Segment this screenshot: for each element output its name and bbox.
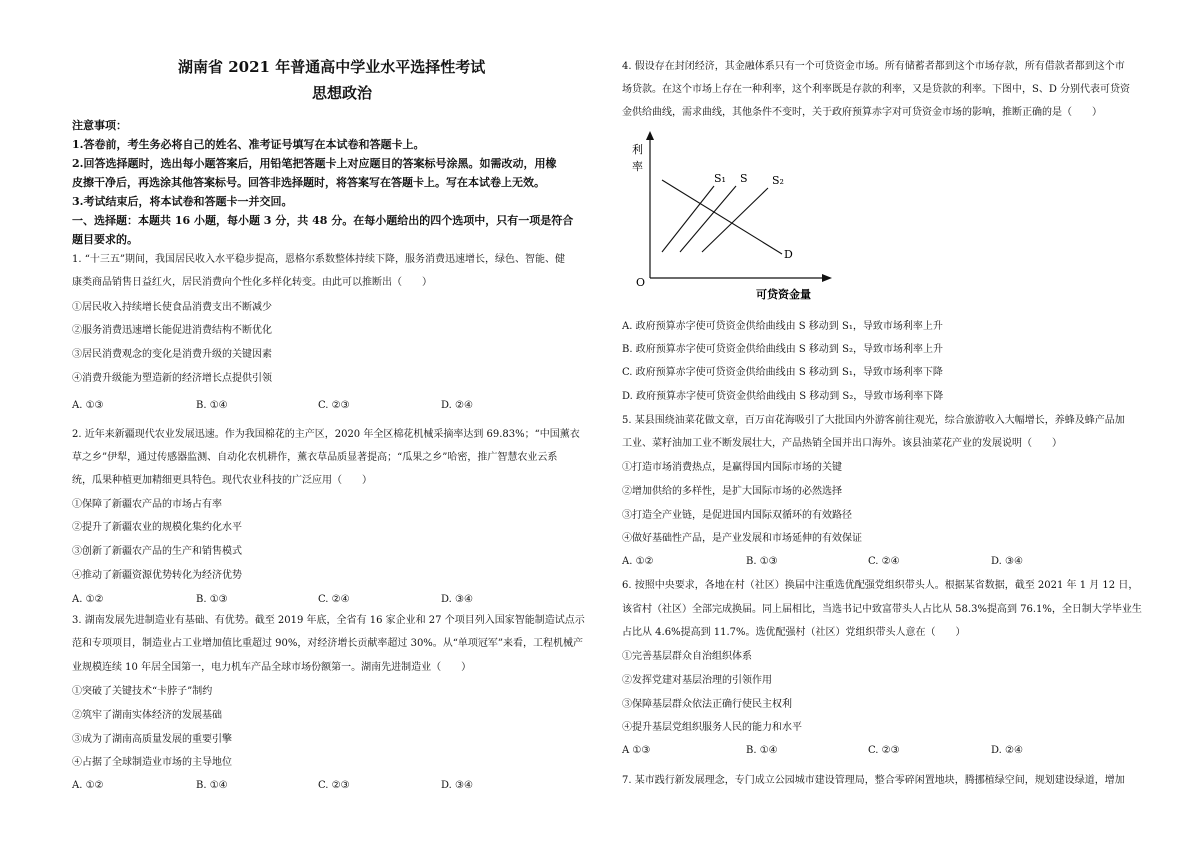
q4-stem: 场贷款。在这个市场上存在一种利率，这个利率既是存款的利率，又是贷款的利率。下图中，S、D 分别代表可贷资 [622,84,1131,95]
q6-option-b[interactable]: B. ①④ [746,745,778,756]
s2-curve [702,188,768,252]
q1-item: ④消费升级能为塑造新的经济增长点提供引领 [72,373,272,384]
q3-option-b[interactable]: B. ①④ [196,780,228,791]
q2-option-b[interactable]: B. ①③ [196,594,228,605]
q4-stem: 4. 假设存在封闭经济，其金融体系只有一个可贷资金市场。所有储蓄者都到这个市场存款，所有借款者都到这个市 [622,61,1125,72]
notice-line: 皮擦干净后，再选涂其他答案标号。回答非选择题时，将答案写在答题卡上。写在本试卷上无效。 [72,176,545,189]
section-heading: 一、选择题：本题共 16 小题，每小题 3 分，共 48 分。在每小题给出的四个选项中，只有一项是符合 [72,214,574,227]
q4-option-d[interactable]: D. 政府预算赤字使可贷资金供给曲线由 S 移动到 S₂，导致市场利率下降 [622,391,944,402]
q5-option-a[interactable]: A. ①② [622,556,654,567]
notice-line: 1.答卷前，考生务必将自己的姓名、准考证号填写在本试卷和答题卡上。 [72,138,425,151]
q1-item: ③居民消费观念的变化是消费升级的关键因素 [72,349,272,360]
q1-option-a[interactable]: A. ①③ [72,400,104,411]
q5-option-d[interactable]: D. ③④ [991,556,1023,567]
q3-option-d[interactable]: D. ③④ [441,780,473,791]
d-curve [662,180,782,254]
q6-option-c[interactable]: C. ②③ [868,745,900,756]
q2-item: ②提升了新疆农业的规模化集约化水平 [72,522,242,533]
q1-item: ①居民收入持续增长使食品消费支出不断减少 [72,302,272,313]
q2-stem: 统，瓜果种植更加精细更具特色。现代农业科技的广泛应用（ ） [72,475,372,486]
q4-stem: 金供给曲线，需求曲线，其他条件不变时，关于政府预算赤字对可贷资金市场的影响，推断正确的是（ ） [622,107,1102,118]
q7-stem: 7. 某市践行新发展理念，专门成立公园城市建设管理局，整合零碎闲置地块，腾挪植绿空间，规划建设绿道，增加 [622,775,1125,786]
y-axis-label: 率 [632,160,643,173]
q3-stem: 3. 湖南发展先进制造业有基础、有优势。截至 2019 年底，全省有 16 家企业和 27 个项目列入国家智能制造试点示 [72,615,585,626]
s-label: S [740,172,748,185]
q2-option-d[interactable]: D. ③④ [441,594,473,605]
q6-option-d[interactable]: D. ②④ [991,745,1023,756]
q3-stem: 业规模连续 10 年居全国第一，电力机车产品全球市场份额第一。湖南先进制造业（ ） [72,662,472,673]
q6-item: ②发挥党建对基层治理的引领作用 [622,675,772,686]
q4-option-a[interactable]: A. 政府预算赤字使可贷资金供给曲线由 S 移动到 S₁，导致市场利率上升 [622,321,943,332]
origin-label: O [636,276,646,289]
q2-option-c[interactable]: C. ②④ [318,594,350,605]
notice-line: 2.回答选择题时，选出每小题答案后，用铅笔把答题卡上对应题目的答案标号涂黑。如需改动，用橡 [72,157,557,170]
q1-item: ②服务消费迅速增长能促进消费结构不断优化 [72,325,272,336]
q4-option-c[interactable]: C. 政府预算赤字使可贷资金供给曲线由 S 移动到 S₁，导致市场利率下降 [622,367,943,378]
q3-item: ③成为了湖南高质量发展的重要引擎 [72,734,232,745]
q3-item: ④占据了全球制造业市场的主导地位 [72,757,232,768]
q5-stem: 工业、菜籽油加工业不断发展壮大，产品热销全国并出口海外。该县油菜花产业的发展说明（ ） [622,438,1062,449]
q1-option-c[interactable]: C. ②③ [318,400,350,411]
q6-option-a[interactable]: A ①③ [622,745,651,756]
q3-option-c[interactable]: C. ②③ [318,780,350,791]
s2-label: S₂ [772,174,784,187]
q5-item: ④做好基础性产品，是产业发展和市场延伸的有效保证 [622,533,862,544]
q2-stem: 草之乡”伊犁，通过传感器监测、自动化农机耕作，薰衣草品质显著提高；“瓜果之乡”哈密，推广智慧农业云系 [72,452,558,463]
q5-item: ①打造市场消费热点，是赢得国内国际市场的关键 [622,462,842,473]
q5-item: ②增加供给的多样性，是扩大国际市场的必然选择 [622,486,842,497]
q6-item: ④提升基层党组织服务人民的能力和水平 [622,722,802,733]
q2-stem: 2. 近年来新疆现代农业发展迅速。作为我国棉花的主产区，2020 年全区棉花机械采摘率达到 69.83%；“中国薰衣 [72,429,580,440]
section-heading: 题目要求的。 [72,233,138,246]
q5-option-b[interactable]: B. ①③ [746,556,778,567]
q1-option-b[interactable]: B. ①④ [196,400,228,411]
q1-stem: 康类商品销售日益红火，居民消费向个性化多样化转变。由此可以推断出（ ） [72,277,432,288]
exam-title: 湖南省 2021 年普通高中学业水平选择性考试 [178,58,486,76]
y-axis-label: 利 [632,143,643,156]
notice-heading: 注意事项： [72,119,127,132]
q6-item: ③保障基层群众依法正确行使民主权利 [622,699,792,710]
q3-option-a[interactable]: A. ①② [72,780,104,791]
y-axis-arrow [646,131,654,140]
x-axis-label: 可贷资金量 [756,288,811,301]
q1-stem: 1. “十三五”期间，我国居民收入水平稳步提高，恩格尔系数整体持续下降，服务消费迅速增长，绿色、智能、健 [72,254,565,265]
loanable-funds-graph [622,128,842,306]
q6-item: ①完善基层群众自治组织体系 [622,651,752,662]
q3-stem: 范和专项项目，制造业占工业增加值比重超过 90%，对经济增长贡献率超过 30%。从“单项冠军”来看，工程机械产 [72,638,584,649]
q6-stem: 占比从 4.6%提高到 11.7%。选优配强村（社区）党组织带头人意在（ ） [622,627,966,638]
q5-option-c[interactable]: C. ②④ [868,556,900,567]
exam-subject: 思想政治 [312,84,373,102]
q5-item: ③打造全产业链，是促进国内国际双循环的有效路径 [622,510,852,521]
q6-stem: 该省村（社区）全部完成换届。同上届相比，当选书记中致富带头人占比从 58.3%提高到 76.1%，全日制大学毕业生 [622,604,1142,615]
d-label: D [784,248,793,261]
q3-item: ②筑牢了湖南实体经济的发展基础 [72,710,222,721]
x-axis-arrow [822,274,832,282]
q2-item: ③创新了新疆农产品的生产和销售模式 [72,546,242,557]
notice-line: 3.考试结束后，将本试卷和答题卡一并交回。 [72,195,293,208]
q2-item: ④推动了新疆资源优势转化为经济优势 [72,570,242,581]
q2-option-a[interactable]: A. ①② [72,594,104,605]
q6-stem: 6. 按照中央要求，各地在村（社区）换届中注重选优配强党组织带头人。根据某省数据，截至 2021 年 1 月 12 日， [622,580,1139,591]
q2-item: ①保障了新疆农产品的市场占有率 [72,499,222,510]
q4-option-b[interactable]: B. 政府预算赤字使可贷资金供给曲线由 S 移动到 S₂，导致市场利率上升 [622,344,943,355]
q3-item: ①突破了关键技术“卡脖子”制约 [72,686,213,697]
q5-stem: 5. 某县围绕油菜花做文章，百万亩花海吸引了大批国内外游客前往观光，综合旅游收入大幅增长，养蜂及蜂产品加 [622,415,1125,426]
q1-option-d[interactable]: D. ②④ [441,400,473,411]
s1-label: S₁ [714,172,726,185]
